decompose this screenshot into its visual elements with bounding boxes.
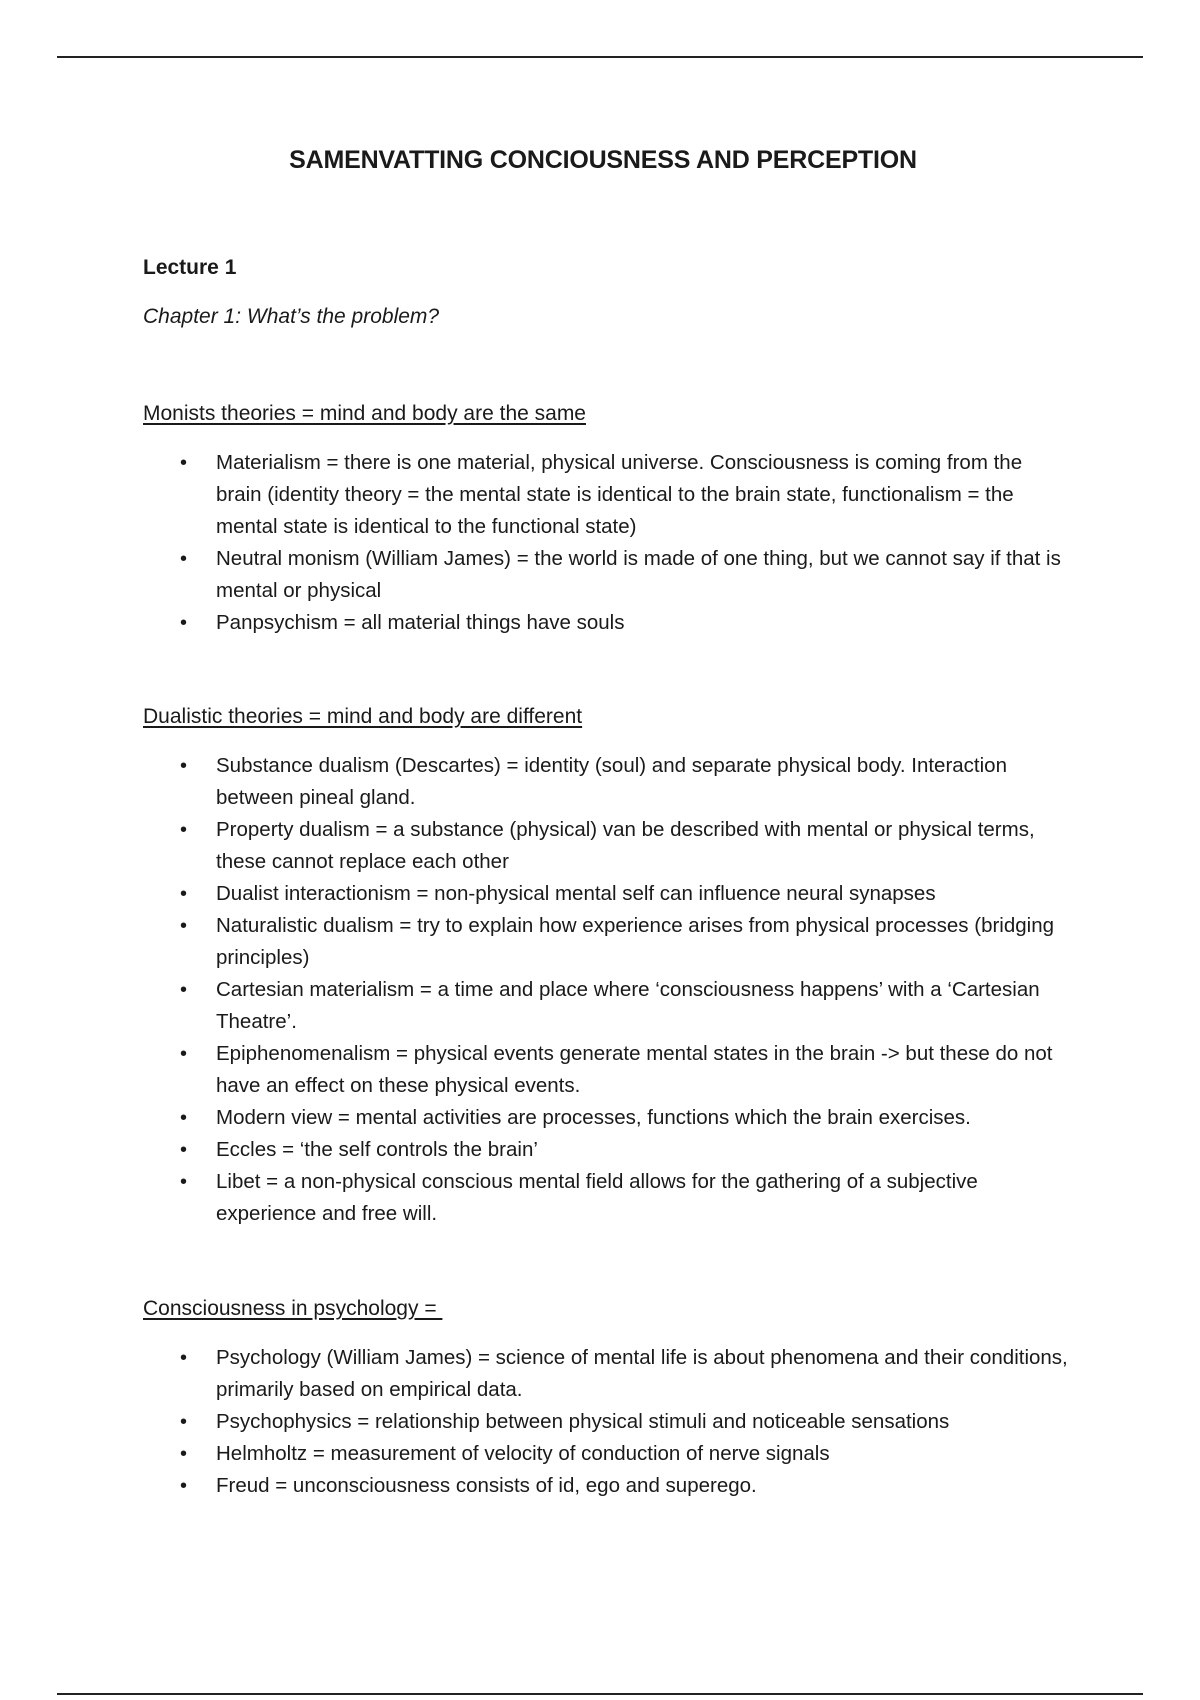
list-item-text: Naturalistic dualism = try to explain how experience arises from physical processes (bridging principles) [216,914,1055,969]
list-item [143,1134,1073,1166]
section-dualistic-theories [143,702,1073,1230]
bullet-icon: • [180,452,188,474]
list-item-text: Neutral monism (William James) = the world is made of one thing, but we cannot say if that is mental or physical [216,547,1061,602]
list-item [143,1470,1073,1502]
list-item-text: Libet = a non-physical conscious mental field allows for the gathering of a subjective experience and free will. [216,1170,978,1225]
list-item [143,974,1073,1038]
section-monist-theories [143,399,1073,639]
bullet-icon: • [180,883,188,905]
bullet-icon: • [180,612,188,634]
list-item-text: Psychology (William James) = science of mental life is about phenomena and their conditions, primarily based on empirical data. [216,1346,1068,1401]
list-item-text: Materialism = there is one material, physical universe. Consciousness is coming from the brain (identity theory = the mental state is identical to the brain state, functionalism = the mental state is identical to the functional state) [216,451,1023,538]
list-item [143,543,1073,607]
list-item-text: Substance dualism (Descartes) = identity (soul) and separate physical body. Interaction between pineal gland. [216,754,1007,809]
bullet-icon: • [180,1443,188,1465]
footer-rule [57,1693,1143,1695]
chapter-heading: Chapter 1: What’s the problem? [143,305,440,328]
bullet-list [143,1342,1073,1502]
bullet-icon: • [180,915,188,937]
document-title: SAMENVATTING CONCIOUSNESS AND PERCEPTION [289,146,917,174]
list-item [143,814,1073,878]
lecture-heading: Lecture 1 [143,256,237,279]
section-consciousness-in-psychology [143,1294,1073,1502]
bullet-list [143,750,1073,1230]
bullet-icon: • [180,819,188,841]
bullet-icon: • [180,1171,188,1193]
list-item-text: Property dualism = a substance (physical) van be described with mental or physical terms, these cannot replace each other [216,818,1035,873]
bullet-list [143,447,1073,639]
bullet-icon: • [180,979,188,1001]
header-rule [57,56,1143,58]
list-item-text: Dualist interactionism = non-physical mental self can influence neural synapses [216,882,936,905]
section-heading: Dualistic theories = mind and body are different [143,705,583,728]
list-item [143,607,1073,639]
list-item-text: Freud = unconsciousness consists of id, ego and superego. [216,1474,757,1497]
bullet-icon: • [180,1107,188,1129]
list-item [143,1102,1073,1134]
bullet-icon: • [180,548,188,570]
list-item-text: Psychophysics = relationship between physical stimuli and noticeable sensations [216,1410,950,1433]
section-heading: Monists theories = mind and body are the same [143,402,586,425]
list-item [143,1438,1073,1470]
list-item-text: Epiphenomenalism = physical events generate mental states in the brain -> but these do not have an effect on these physical events. [216,1042,1053,1097]
bullet-icon: • [180,1411,188,1433]
list-item [143,1166,1073,1230]
list-item [143,1038,1073,1102]
bullet-icon: • [180,1347,188,1369]
bullet-icon: • [180,755,188,777]
bullet-icon: • [180,1139,188,1161]
list-item-text: Modern view = mental activities are processes, functions which the brain exercises. [216,1106,971,1129]
bullet-icon: • [180,1043,188,1065]
list-item [143,878,1073,910]
list-item [143,910,1073,974]
list-item [143,1406,1073,1438]
section-heading: Consciousness in psychology = [143,1297,443,1320]
list-item [143,1342,1073,1406]
list-item-text: Cartesian materialism = a time and place where ‘consciousness happens’ with a ‘Cartesian Theatre’. [216,978,1040,1033]
bullet-icon: • [180,1475,188,1497]
list-item-text: Panpsychism = all material things have souls [216,611,625,634]
list-item-text: Eccles = ‘the self controls the brain’ [216,1138,538,1161]
list-item [143,750,1073,814]
list-item [143,447,1073,543]
list-item-text: Helmholtz = measurement of velocity of conduction of nerve signals [216,1442,830,1465]
